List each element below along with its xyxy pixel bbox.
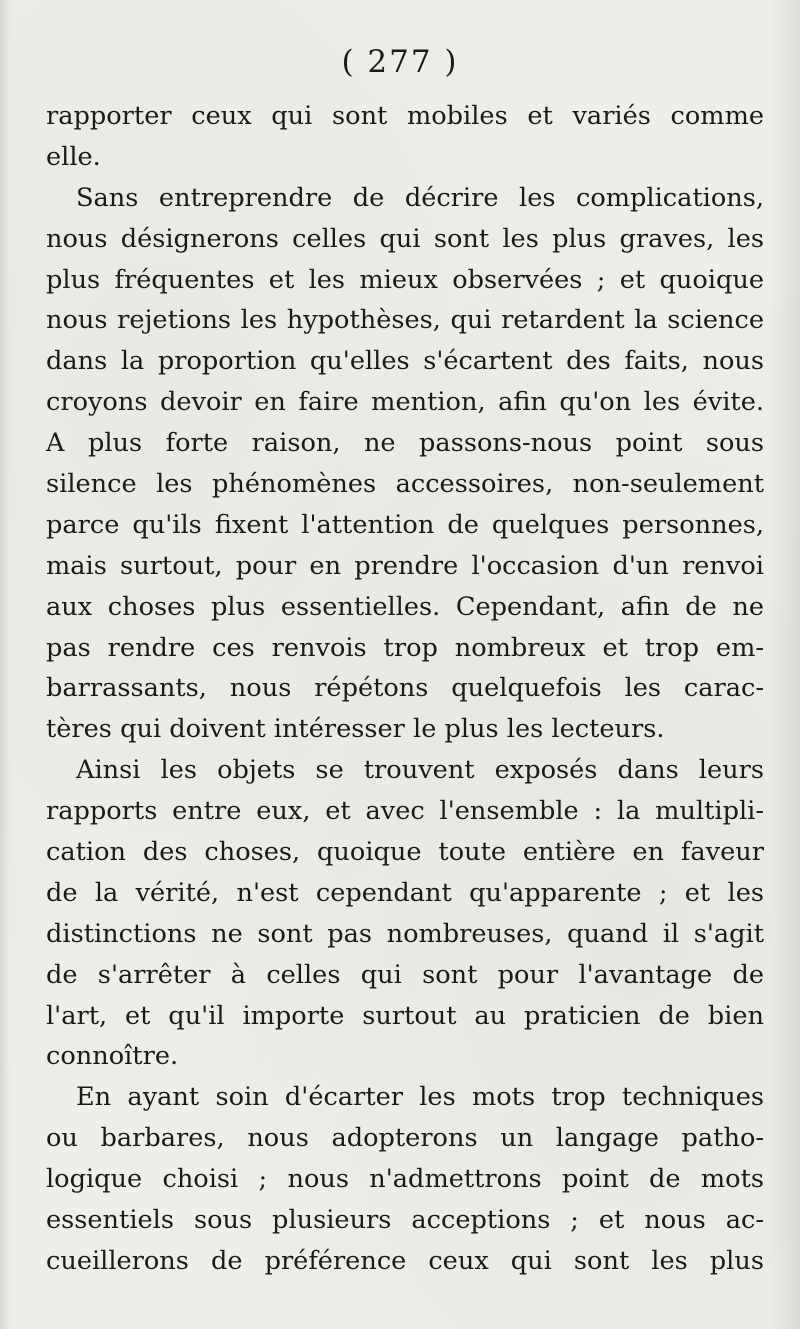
text-line: elle. — [46, 141, 101, 172]
text-line: de la vérité, n'est cependant qu'apparente ; et les — [46, 877, 764, 908]
text-line: de s'arrêter à celles qui sont pour l'avantage de — [46, 959, 764, 990]
text-line: ou barbares, nous adopterons un langage patho- — [46, 1123, 764, 1154]
text-line: croyons devoir en faire mention, afin qu'on les évite. — [46, 387, 764, 418]
text-line: nous rejetions les hypothèses, qui retardent la science — [46, 305, 764, 336]
page-number: ( 277 ) — [341, 44, 459, 80]
text-line: silence les phénomènes accessoires, non-seulement — [46, 469, 764, 500]
text-line: l'art, et qu'il importe surtout au praticien de bien — [46, 1000, 764, 1031]
text-line: rapporter ceux qui sont mobiles et variés comme — [46, 101, 764, 131]
paragraph-3 — [46, 750, 764, 1077]
text-line: mais surtout, pour en prendre l'occasion d'un renvoi — [46, 550, 764, 581]
text-line: aux choses plus essentielles. Cependant, afin de ne — [46, 591, 764, 622]
text-line: Sans entreprendre de décrire les complications, — [76, 182, 764, 213]
text-line: En ayant soin d'écarter les mots trop techniques — [76, 1082, 764, 1113]
text-line: essentiels sous plusieurs acceptions ; et nous ac- — [46, 1205, 764, 1236]
text-line: dans la proportion qu'elles s'écartent des faits, nous — [46, 346, 764, 377]
text-line: Ainsi les objets se trouvent exposés dans leurs — [76, 755, 764, 786]
text-line: barrassants, nous répétons quelquefois les carac- — [46, 673, 764, 704]
text-line: logique choisi ; nous n'admettrons point de mots — [46, 1164, 764, 1195]
paragraph-4 — [46, 1077, 764, 1281]
text-line: cation des choses, quoique toute entière en faveur — [46, 837, 764, 868]
text-line: cueillerons de préférence ceux qui sont les plus — [46, 1245, 764, 1276]
paragraph-1 — [46, 96, 764, 178]
body-text — [46, 96, 764, 1282]
text-line: plus fréquentes et les mieux observées ; et quoique — [46, 264, 764, 295]
text-line: parce qu'ils fixent l'attention de quelques personnes, — [46, 509, 764, 540]
text-line: tères qui doivent intéresser le plus les lecteurs. — [46, 714, 665, 745]
text-line: rapports entre eux, et avec l'ensemble : la multipli- — [46, 796, 764, 827]
paragraph-2 — [46, 178, 764, 750]
text-line: distinctions ne sont pas nombreuses, quand il s'agit — [46, 918, 764, 949]
text-line: A plus forte raison, ne passons-nous point sous — [46, 428, 764, 459]
text-line: pas rendre ces renvois trop nombreux et trop em- — [46, 632, 764, 663]
text-line: connoître. — [46, 1041, 179, 1072]
text-line: nous désignerons celles qui sont les plus graves, les — [46, 223, 764, 254]
